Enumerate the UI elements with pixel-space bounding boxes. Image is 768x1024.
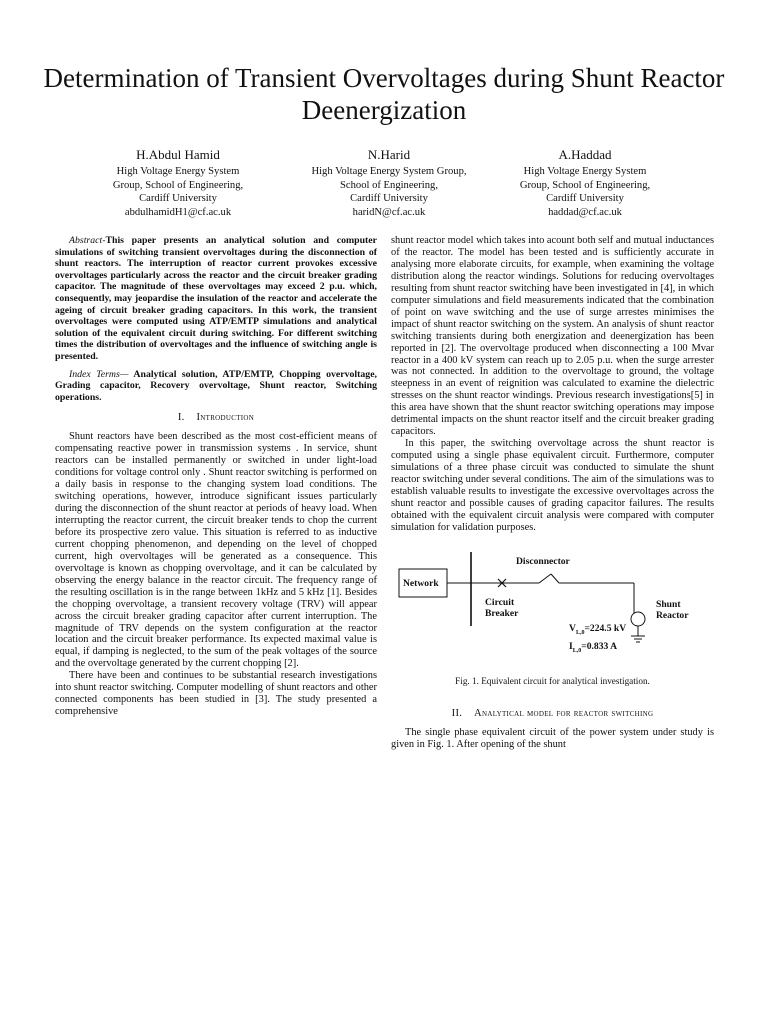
author-affiliation: Group, School of Engineering, [519, 179, 651, 191]
index-terms-label: Index Terms— [69, 368, 129, 380]
author-affiliation: High Voltage Energy System [523, 166, 647, 177]
author-affiliation: School of Engineering, [340, 179, 438, 191]
disconnector-label: Disconnector [516, 555, 570, 567]
left-column [55, 235, 377, 718]
right-column [391, 235, 714, 751]
author-email[interactable]: haridN@cf.ac.uk [352, 206, 426, 218]
paper-title: Determination of Transient Overvoltages during Shunt Reactor Deenergization [43, 63, 725, 125]
abstract-label: Abstract- [69, 235, 106, 246]
circuit-breaker-label: Circuit Breaker [485, 596, 519, 619]
author-3 [500, 147, 670, 219]
author-name: A.Haddad [558, 147, 612, 162]
author-email[interactable]: abdulhamidH1@cf.ac.uk [124, 206, 232, 218]
intro-paragraph-1: Shunt reactors have been described as the most cost-efficient means of compensating reactive power in transmission systems . In service, shunt reactors can be installed permanently or switched in under light-load conditions for voltage control only . Shunt reactor switching is performed on a daily basis in response to the changing system load conditions. The switching operations, however, introduce significant issues particularly during the disconnection of the shunt reactor at periods of heavy load. When interrupting the reactor current, the circuit breaker tends to chop the current before its prospective zero value. This situation is referred to as inductive current chopping phenomenon, and depending on the level of chopped current, high overvoltages will be generated as a consequence. This overvoltage is known as chopping overvoltage, and it can be calculated by observing the energy balance in the reactor circuit. The frequency range of the resulting oscillation is in the range between 1kHz and 5 kHz [1]. Besides the chopping overvoltage, a transient recovery voltage (TRV) will appear across the circuit breaker grading capacitor after current interruption. The magnitude of TRV depends on the system configuration at the reactor location and the circuit breaker performance. Its expected maximal value is equal, if damping is neglected, to the sum of the peak voltages of the source and the overvoltage generated by the current chopping [2]. [55, 431, 377, 670]
section-number: II. [451, 707, 463, 719]
section-title: Introduction [196, 412, 255, 424]
author-affiliation: Cardiff University [350, 193, 428, 205]
index-terms-text: Analytical solution, ATP/EMTP, Chopping overvoltage, Grading capacitor, Recovery overvoltage, Shunt reactor, Switching operations. [55, 368, 377, 403]
section-2-paragraph-1: The single phase equivalent circuit of the power system under study is given in Fig. 1. After opening of the shunt [391, 726, 714, 750]
network-label: Network [403, 577, 439, 589]
author-email[interactable]: haddad@cf.ac.uk [548, 206, 622, 218]
disconnector-contact [551, 574, 559, 583]
author-affiliation: High Voltage Energy System [116, 166, 240, 177]
disconnector-blade [539, 574, 551, 583]
right-paragraph-1: shunt reactor model which takes into acount both self and mutual inductances of the reactor. The model has been tested and is sufficiently accurate in analysing more elaborate circuits, for example, when examining the voltage distribution along the reactor windings. Solutions for reducing overvoltages resulting from shunt reactor switching have been investigated in [4], in which computer simulations and field measurements indicated that the combination of point on wave switching and the use of surge arrestes minimises the impact of shunt reactor switching on the system. An analysis of shunt reactor switching transients during both energization and deenergization has been reported in [2]. The overvoltage produced when disconnecting a 100 Mvar reactor in a 400 kV system can reach up to 2.05 p.u. when the surge arrester was not connected. In addition to the overvoltage to ground, the voltage steepness in an event of reignition was calculated to examine the dielectric stresses on the shunt reactor windings. Previous research investigations[5] in this area have shown that the shunt reactor switching operations may impose detrimental impacts on the shunt reactor itself and the circuit breaker grading capacitors. [391, 235, 714, 438]
figure-1 [391, 552, 717, 670]
author-affiliation: Cardiff University [139, 193, 217, 205]
figure-caption: Fig. 1. Equivalent circuit for analytical investigation. [455, 675, 650, 686]
author-name: H.Abdul Hamid [136, 147, 220, 162]
abstract-text: This paper presents an analytical solution and computer simulations of switching transient overvoltages during the disconnection of shunt reactors. The interruption of reactor current provokes excessive overvoltages particularly across the reactor and the circuit breaker grading capacitor. The magnitude of these overvoltages may exceed 2 p.u. which, consequently, may jeopardise the insulation of the reactor and accelerate the ageing of circuit breaker grading capacitors. In this work, the transient overvoltages were computed using ATP/EMTP simulations and analytical solution of the equivalent circuit during switching. For different switching times the distribution of overvoltages and the influence of switching angle is presented. [55, 235, 377, 362]
right-paragraph-2: In this paper, the switching overvoltage across the shunt reactor is computed using a single phase equivalent circuit. Furthermore, computer simulations of a three phase circuit was conducted to simulate the shunt reactor switching under several conditions. The aim of the simulations was to establish valuable results to investigate the excessive overvoltages across the shunt reactor and possible causes of grading capacitor failures. The results obtained with the equivalent circuit analysis were compared with computer simulation for validation purposes. [391, 438, 714, 533]
section-number: I. [177, 412, 185, 424]
shunt-reactor-label: Shunt Reactor [656, 598, 689, 621]
author-1 [100, 147, 256, 219]
author-affiliation: Group, School of Engineering, [112, 179, 244, 191]
author-name: N.Harid [367, 147, 411, 162]
reactor-symbol [631, 612, 645, 626]
index-terms [55, 369, 377, 404]
section-heading-introduction [55, 412, 377, 424]
abstract [55, 235, 377, 363]
author-2 [284, 147, 494, 219]
author-affiliation: Cardiff University [546, 193, 624, 205]
section-title: Analytical model for reactor switching [474, 707, 654, 719]
author-affiliation: High Voltage Energy System Group, [311, 166, 467, 177]
intro-paragraph-2: There have been and continues to be substantial research investigations into shunt reactor switching. Computer modelling of shunt reactors and other connected components has been studied in [3]. The study presented a comprehensive [55, 670, 377, 718]
current-label: $I_{L,0}=0.833$ A [569, 640, 618, 654]
voltage-label: $V_{L,0}=224.5$ kV [569, 622, 627, 636]
section-heading-analytical-model [391, 708, 714, 720]
